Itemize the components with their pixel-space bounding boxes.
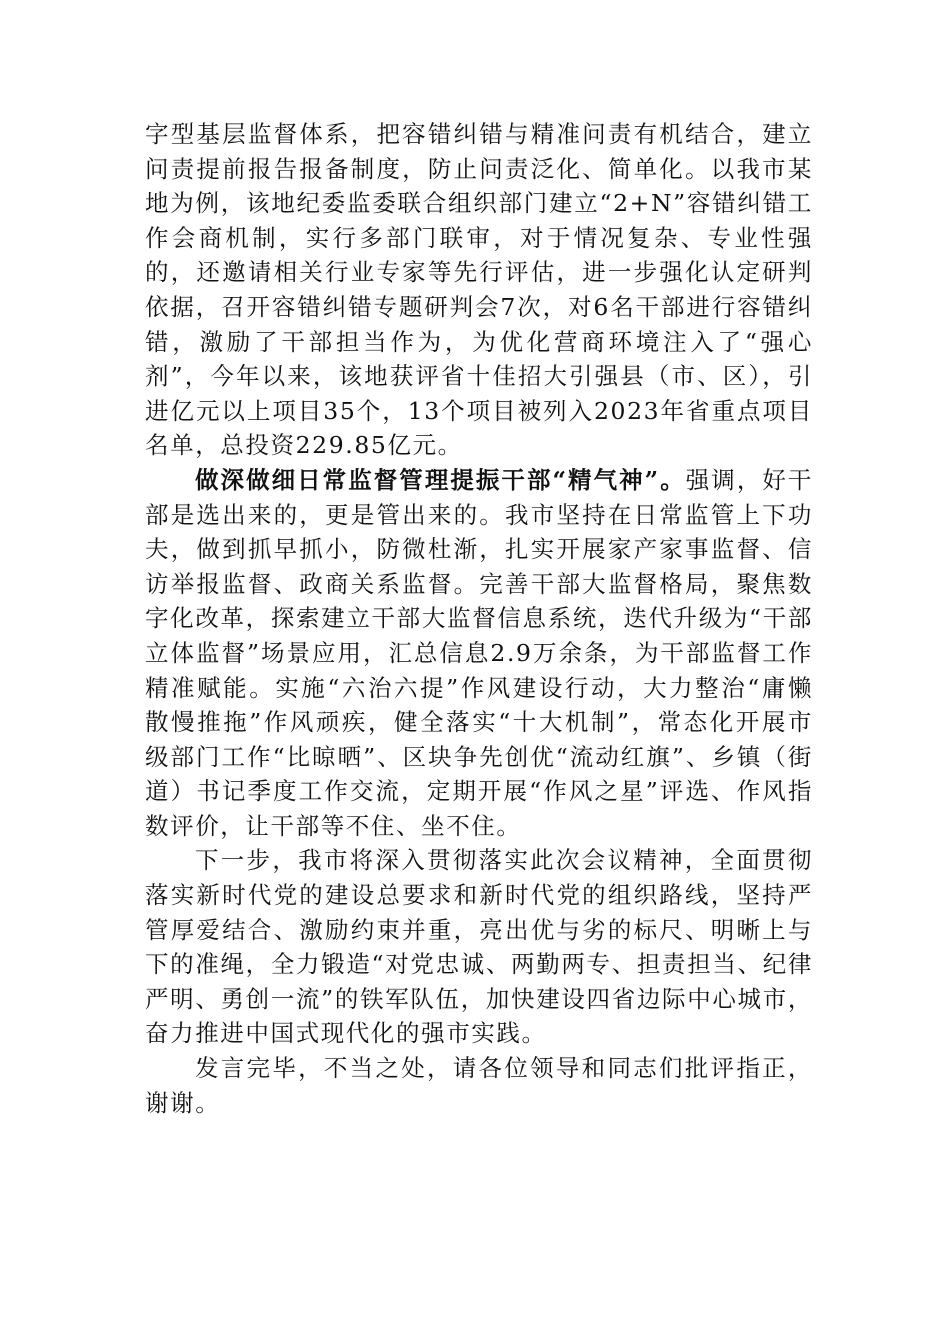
- paragraph-next-steps: [145, 843, 813, 1051]
- paragraph-supervision: [145, 463, 813, 844]
- paragraph-closing: [145, 1051, 813, 1120]
- paragraph-text: 字型基层监督体系，把容错纠错与精准问责有机结合，建立问责提前报告报备制度，防止问责泛化、简单化。以我市某地为例，该地纪委监委联合组织部门建立“2+N”容错纠错工作会商机制，实行多部门联审，对于情况复杂、专业性强的，还邀请相关行业专家等先行评估，进一步强化认定研判依据，召开容错纠错专题研判会7次，对6名干部进行容错纠错，激励了干部担当作为，为优化营商环境注入了“强心剂”，今年以来，该地获评省十佳招大引强县（市、区），引进亿元以上项目35个，13个项目被列入2023年省重点项目名单，总投资229.85亿元。: [145, 120, 813, 460]
- paragraph-continuation: [145, 117, 813, 463]
- paragraph-text: 下一步，我市将深入贯彻落实此次会议精神，全面贯彻落实新时代党的建设总要求和新时代党的组织路线，坚持严管厚爱结合、激励约束并重，亮出优与劣的标尺、明晰上与下的准绳，全力锻造“对党忠诚、两勤两专、担责担当、纪律严明、勇创一流”的铁军队伍，加快建设四省边际中心城市，奋力推进中国式现代化的强市实践。: [145, 846, 813, 1048]
- paragraph-text: 强调，好干部是选出来的，更是管出来的。我市坚持在日常监管上下功夫，做到抓早抓小，防微杜渐，扎实开展家产家事监督、信访举报监督、政商关系监督。完善干部大监督格局，聚焦数字化改革，探索建立干部大监督信息系统，迭代升级为“干部立体监督”场景应用，汇总信息2.9万余条，为干部监督工作精准赋能。实施“六治六提”作风建设行动，大力整治“庸懒散慢推拖”作风顽疾，健全落实“十大机制”，常态化开展市级部门工作“比晾晒”、区块争先创优“流动红旗”、乡镇（街道）书记季度工作交流，定期开展“作风之星”评选、作风指数评价，让干部等不住、坐不住。: [145, 465, 813, 840]
- document-body: [145, 117, 813, 1120]
- paragraph-text: 发言完毕，不当之处，请各位领导和同志们批评指正，谢谢。: [145, 1054, 813, 1117]
- paragraph-heading: 做深做细日常监督管理提振干部“精气神”。: [195, 465, 686, 494]
